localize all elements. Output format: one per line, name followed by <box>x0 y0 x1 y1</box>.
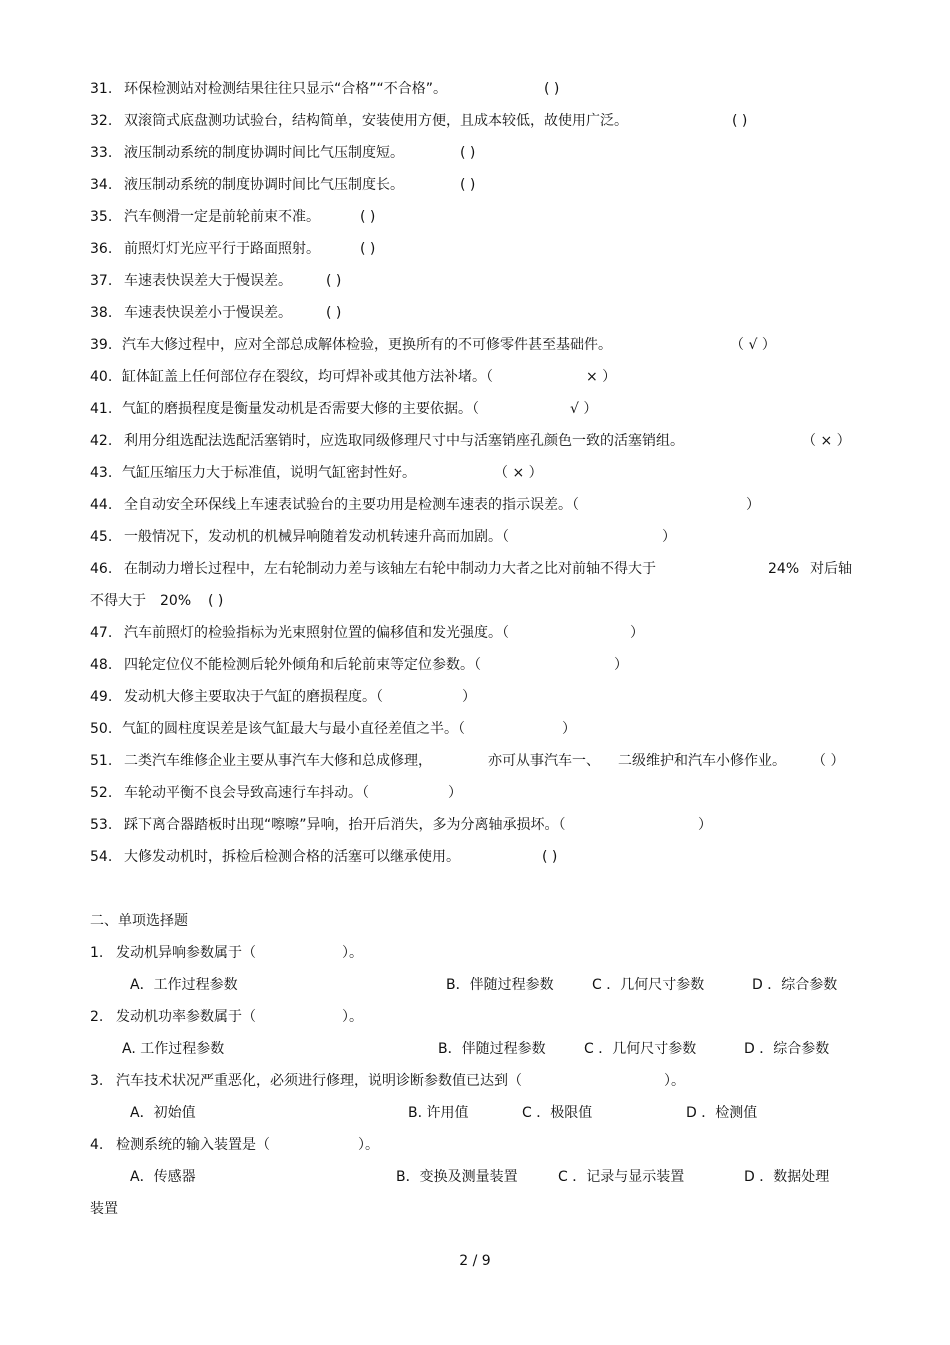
judgment-item <box>0 782 950 804</box>
answer-bracket: ） <box>698 817 712 833</box>
judgment-item <box>0 174 950 196</box>
judgment-item <box>0 366 950 388</box>
answer-bracket: ） <box>614 657 628 673</box>
option-d: D ．检测值 <box>686 1105 758 1121</box>
section-heading <box>0 910 950 932</box>
judgment-item <box>0 558 950 580</box>
item-text: 四轮定位仪不能检测后轮外倾角和后轮前束等定位参数。（ <box>124 657 481 673</box>
answer-bracket: × ） <box>586 369 617 385</box>
answer-bracket: ） <box>662 529 676 545</box>
answer-bracket: （ × ） <box>802 433 851 449</box>
question-options <box>0 1102 950 1124</box>
question-text-end: ）。 <box>358 1137 379 1153</box>
answer-bracket: ( ) <box>542 849 558 865</box>
question-text-end: ）。 <box>342 1009 363 1025</box>
judgment-item <box>0 142 950 164</box>
item-text: 汽车大修过程中，应对全部总成解体检验，更换所有的不可修零件甚至基础件。 <box>122 337 612 353</box>
question-number: 4. <box>90 1137 104 1153</box>
item-number: 51. <box>90 753 113 769</box>
item-text-part2: 亦可从事汽车一、 <box>488 753 600 769</box>
answer-bracket: √ ） <box>570 401 598 417</box>
option-d: D ．数据处理 <box>744 1169 830 1185</box>
question-stem <box>0 1006 950 1028</box>
item-number: 49. <box>90 689 113 705</box>
item-text: 双滚筒式底盘测功试验台，结构简单，安装使用方便，且成本较低，故使用广泛。 <box>124 113 628 129</box>
item-number: 42. <box>90 433 113 449</box>
item-text: 利用分组选配法选配活塞销时，应选取同级修理尺寸中与活塞销座孔颜色一致的活塞销组。 <box>124 433 684 449</box>
item-number: 48. <box>90 657 113 673</box>
judgment-item <box>0 846 950 868</box>
answer-bracket: ） <box>448 785 462 801</box>
judgment-item <box>0 238 950 260</box>
item-text: 在制动力增长过程中，左右轮制动力差与该轴左右轮中制动力大者之比对前轴不得大于 <box>124 561 656 577</box>
answer-bracket: ( ) <box>208 593 224 609</box>
item-number: 47. <box>90 625 113 641</box>
judgment-item <box>0 270 950 292</box>
item-number: 44. <box>90 497 113 513</box>
judgment-item <box>0 110 950 132</box>
item-text-part3: 二级维护和汽车小修作业。 <box>618 753 786 769</box>
option-d: D ．综合参数 <box>744 1041 830 1057</box>
judgment-item <box>0 494 950 516</box>
judgment-item <box>0 302 950 324</box>
item-number: 41. <box>90 401 113 417</box>
question-number: 1. <box>90 945 104 961</box>
item-text: 液压制动系统的制度协调时间比气压制度长。 <box>124 177 404 193</box>
answer-bracket: ） <box>462 689 476 705</box>
judgment-item-continued <box>0 590 950 612</box>
answer-bracket: ） <box>630 625 644 641</box>
item-text: 车速表快误差小于慢误差。 <box>124 305 292 321</box>
item-text-cont: 不得大于 <box>90 593 146 609</box>
item-number: 38. <box>90 305 113 321</box>
question-stem <box>0 942 950 964</box>
item-number: 37. <box>90 273 113 289</box>
judgment-item <box>0 686 950 708</box>
item-text: 液压制动系统的制度协调时间比气压制度短。 <box>124 145 404 161</box>
question-options <box>0 974 950 996</box>
question-number: 2. <box>90 1009 104 1025</box>
answer-bracket: （ × ） <box>494 465 543 481</box>
item-number: 31. <box>90 81 113 97</box>
item-text: 二类汽车维修企业主要从事汽车大修和总成修理， <box>124 753 432 769</box>
item-text: 一般情况下，发动机的机械异响随着发动机转速升高而加剧。（ <box>124 529 509 545</box>
item-number: 40. <box>90 369 113 385</box>
item-number: 45. <box>90 529 113 545</box>
item-text: 前照灯灯光应平行于路面照射。 <box>124 241 320 257</box>
option-c: C ．几何尺寸参数 <box>592 977 705 993</box>
option-c: C ．极限值 <box>522 1105 593 1121</box>
option-d-wrap: 装置 <box>90 1201 118 1217</box>
judgment-item <box>0 654 950 676</box>
item-text: 缸体缸盖上任何部位存在裂纹，均可焊补或其他方法补堵。（ <box>122 369 493 385</box>
judgment-item <box>0 718 950 740</box>
option-b: B. 许用值 <box>408 1105 469 1121</box>
item-number: 34. <box>90 177 113 193</box>
rear-axle-value: 20% <box>160 593 192 609</box>
item-text: 环保检测站对检测结果往往只显示“合格”“不合格”。 <box>124 81 448 97</box>
question-text: 汽车技术状况严重恶化，必须进行修理，说明诊断参数值已达到（ <box>116 1073 522 1089</box>
answer-bracket: ( ) <box>460 177 476 193</box>
judgment-item <box>0 526 950 548</box>
option-a: A．传感器 <box>130 1169 196 1185</box>
option-c: C ．几何尺寸参数 <box>584 1041 697 1057</box>
item-number: 35. <box>90 209 113 225</box>
answer-bracket: （ √ ） <box>730 337 776 353</box>
item-number: 43. <box>90 465 113 481</box>
item-number: 33. <box>90 145 113 161</box>
item-text: 气缸的圆柱度误差是该气缸最大与最小直径差值之半。（ <box>122 721 465 737</box>
question-text: 发动机功率参数属于（ <box>116 1009 256 1025</box>
front-axle-value: 24% <box>768 561 800 577</box>
item-text: 全自动安全环保线上车速表试验台的主要功用是检测车速表的指示误差。（ <box>124 497 579 513</box>
question-text: 发动机异响参数属于（ <box>116 945 256 961</box>
item-text: 大修发动机时，拆检后检测合格的活塞可以继承使用。 <box>124 849 460 865</box>
item-number: 46. <box>90 561 113 577</box>
item-number: 54. <box>90 849 113 865</box>
question-number: 3. <box>90 1073 104 1089</box>
option-b: B．伴随过程参数 <box>446 977 554 993</box>
item-number: 52. <box>90 785 113 801</box>
judgment-item <box>0 430 950 452</box>
answer-bracket: ( ) <box>360 209 376 225</box>
judgment-item <box>0 814 950 836</box>
item-number: 32. <box>90 113 113 129</box>
item-text: 踩下离合器踏板时出现“嚓嚓”异响，抬开后消失，多为分离轴承损坏。（ <box>124 817 566 833</box>
answer-bracket: ） <box>562 721 576 737</box>
judgment-item <box>0 398 950 420</box>
item-number: 36. <box>90 241 113 257</box>
answer-bracket: （ ） <box>812 753 845 769</box>
question-options-wrap <box>0 1198 950 1220</box>
item-number: 39. <box>90 337 113 353</box>
question-stem <box>0 1134 950 1156</box>
judgment-item <box>0 462 950 484</box>
option-a: A．初始值 <box>130 1105 196 1121</box>
question-text-end: ）。 <box>664 1073 685 1089</box>
page-number: 2 / 9 <box>459 1253 491 1269</box>
answer-bracket: ） <box>746 497 760 513</box>
section-title: 二、单项选择题 <box>90 913 188 929</box>
option-d: D ．综合参数 <box>752 977 838 993</box>
judgment-item <box>0 334 950 356</box>
option-a: A．工作过程参数 <box>130 977 238 993</box>
item-text: 车轮动平衡不良会导致高速行车抖动。（ <box>124 785 369 801</box>
item-text: 气缸的磨损程度是衡量发动机是否需要大修的主要依据。（ <box>122 401 479 417</box>
option-b: B．伴随过程参数 <box>438 1041 546 1057</box>
item-number: 50. <box>90 721 113 737</box>
answer-bracket: ( ) <box>460 145 476 161</box>
judgment-item <box>0 622 950 644</box>
option-c: C ．记录与显示装置 <box>558 1169 685 1185</box>
item-text: 车速表快误差大于慢误差。 <box>124 273 292 289</box>
answer-bracket: ( ) <box>326 305 342 321</box>
question-text: 检测系统的输入装置是（ <box>116 1137 270 1153</box>
answer-bracket: ( ) <box>544 81 560 97</box>
judgment-item <box>0 206 950 228</box>
judgment-item <box>0 78 950 100</box>
question-options <box>0 1166 950 1188</box>
question-stem <box>0 1070 950 1092</box>
item-text: 汽车侧滑一定是前轮前束不准。 <box>124 209 320 225</box>
question-options <box>0 1038 950 1060</box>
option-b: B．变换及测量装置 <box>396 1169 518 1185</box>
judgment-item <box>0 750 950 772</box>
item-text: 汽车前照灯的检验指标为光束照射位置的偏移值和发光强度。（ <box>124 625 509 641</box>
item-text: 气缸压缩压力大于标准值，说明气缸密封性好。 <box>122 465 416 481</box>
item-text: 发动机大修主要取决于气缸的磨损程度。（ <box>124 689 383 705</box>
item-text-rear: 对后轴 <box>810 561 852 577</box>
item-number: 53. <box>90 817 113 833</box>
option-a: A. 工作过程参数 <box>122 1041 225 1057</box>
question-text-end: ）。 <box>342 945 363 961</box>
answer-bracket: ( ) <box>360 241 376 257</box>
answer-bracket: ( ) <box>732 113 748 129</box>
answer-bracket: ( ) <box>326 273 342 289</box>
